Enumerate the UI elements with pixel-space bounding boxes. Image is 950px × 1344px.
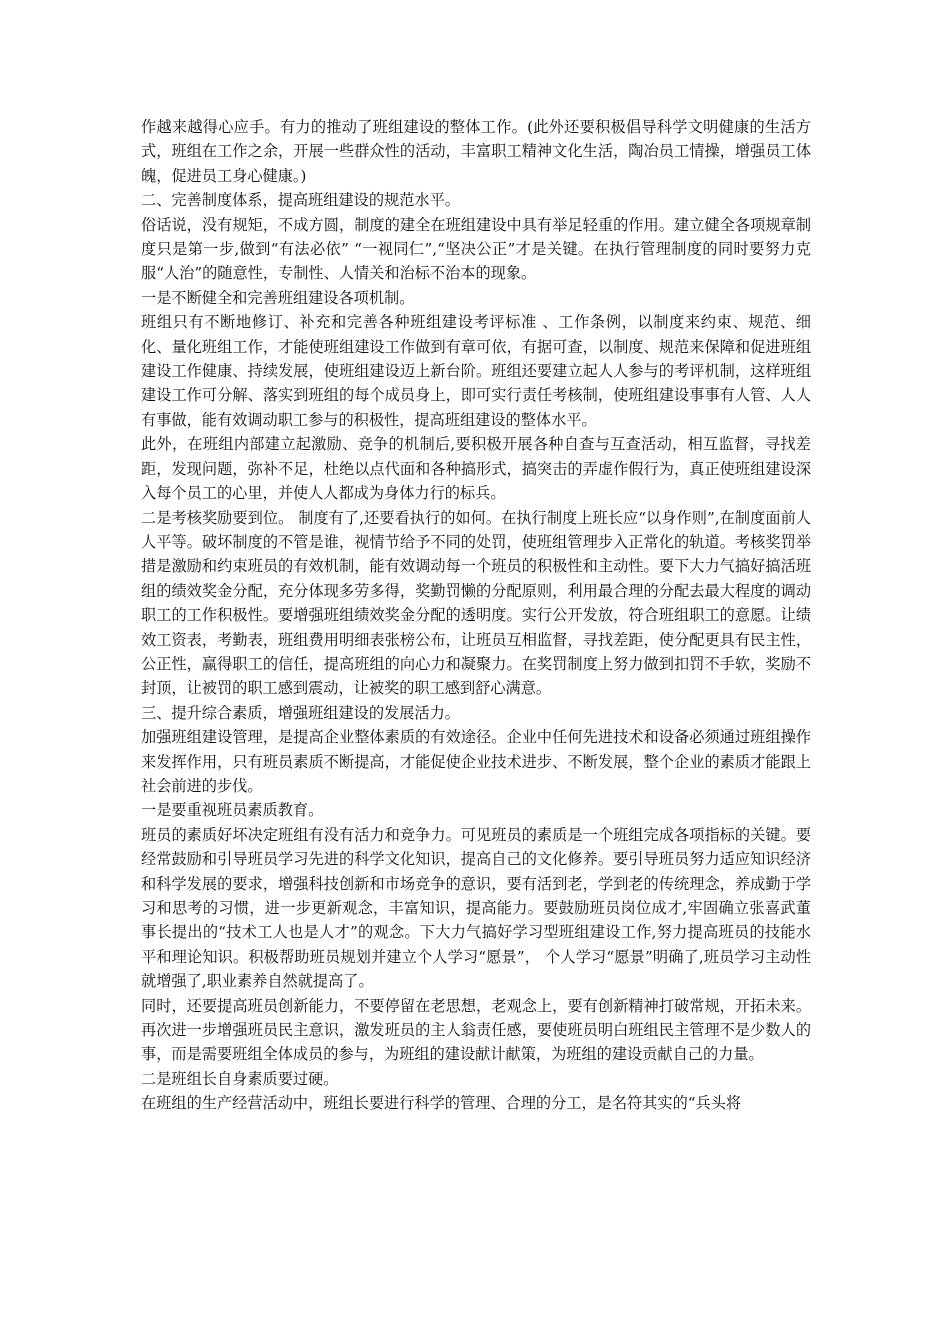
heading-section-2: 二、完善制度体系，提高班组建设的规范水平。 <box>141 191 460 210</box>
heading-point-1: 一是不断健全和完善班组建设各项机制。 <box>141 288 415 307</box>
heading-point-leader: 二是班组长自身素质要过硬。 <box>141 1069 339 1088</box>
paragraph-leader: 在班组的生产经营活动中，班组长要进行科学的管理、合理的分工，是名符其实的“兵头将 <box>141 1094 742 1113</box>
paragraph-education: 班员的素质好坏决定班组有没有活力和竞争力。可见班员的素质是一个班组完成各项指标的关键。要经常鼓励和引导班员学习先进的科学文化知识，提高自己的文化修养。要引导班员努力适应知识经济和科学发展的要求，增强科技创新和市场竞争的意识，要有活到老，学到老的传统理念，养成勤于学习和思考的习惯，进一步更新观念，丰富知识，提高能力。要鼓励班员岗位成才,牢固确立张喜武董事长提出的“技术工人也是人才”的观念。下大力气搞好学习型班组建设工作,努力提高班员的技能水平和理论知识。积极帮助班员规划并建立个人学习“愿景”， 个人学习“愿景”明确了,班员学习主动性就增强了,职业素养自然就提高了。 <box>141 825 811 991</box>
paragraph-rules: 俗话说，没有规矩，不成方圆，制度的建全在班组建设中具有举足轻重的作用。建立健全各项规章制度只是第一步,做到“有法必依” “一视同仁”,“坚决公正”才是关键。在执行管理制度的同时要努力克服“人治”的随意性，专制性、人情关和治标不治本的现象。 <box>141 215 811 283</box>
document-page <box>141 115 811 1116</box>
paragraph-assessment: 二是考核奖励要到位。 制度有了,还要看执行的如何。在执行制度上班长应“以身作则”,在制度面前人人平等。破坏制度的不管是谁，视情节给予不同的处罚，使班组管理步入正常化的轨道。考核奖罚举措是激励和约束班员的有效机制，能有效调动每一个班员的积极性和主动性。要下大力气搞好搞活班组的绩效奖金分配，充分体现多劳多得，奖勤罚懒的分配原则，利用最合理的分配去最大程度的调动职工的工作积极性。要增强班组绩效奖金分配的透明度。实行公开发放，符合班组职工的意愿。让绩效工资表，考勤表，班组费用明细表张榜公布，让班员互相监督，寻找差距，使分配更具有民主性，公正性，赢得职工的信任，提高班组的向心力和凝聚力。在奖罚制度上努力做到扣罚不手软，奖励不封顶，让被罚的职工感到震动，让被奖的职工感到舒心满意。 <box>141 508 811 698</box>
paragraph-mechanism: 班组只有不断地修订、补充和完善各种班组建设考评标准 、工作条例，以制度来约束、规范、细化、量化班组工作，才能使班组建设工作做到有章可依，有据可查，以制度、规范来保障和促进班组建设工作健康、持续发展，使班组建设迈上新台阶。班组还要建立起人人参与的考评机制，这样班组建设工作可分解、落实到班组的每个成员身上，即可实行责任考核制，使班组建设事事有人管、人人有事做，能有效调动职工参与的积极性，提高班组建设的整体水平。 <box>141 313 811 429</box>
paragraph-opening: 作越来越得心应手。有力的推动了班组建设的整体工作。(此外还要积极倡导科学文明健康的生活方式，班组在工作之余，开展一些群众性的活动，丰富职工精神文化生活，陶冶员工情操，增强员工体魄，促进员工身心健康。) <box>141 118 811 185</box>
heading-point-education: 一是要重视班员素质教育。 <box>141 801 324 820</box>
paragraph-innovation: 同时，还要提高班员创新能力，不要停留在老思想，老观念上，要有创新精神打破常规，开拓未来。再次进一步增强班员民主意识，激发班员的主人翁责任感，要使班员明白班组民主管理不是少数人的事，而是需要班组全体成员的参与，为班组的建设献计献策，为班组的建设贡献自己的力量。 <box>141 996 811 1064</box>
paragraph-quality: 加强班组建设管理，是提高企业整体素质的有效途径。企业中任何先进技术和设备必须通过班组操作来发挥作用，只有班员素质不断提高，才能促使企业技术进步、不断发展，整个企业的素质才能跟上社会前进的步伐。 <box>141 728 811 795</box>
paragraph-incentive: 此外，在班组内部建立起激励、竞争的机制后,要积极开展各种自查与互查活动，相互监督，寻找差距，发现问题，弥补不足，杜绝以点代面和各种搞形式，搞突击的弄虚作假行为，真正使班组建设深入每个员工的心里，并使人人都成为身体力行的标兵。 <box>141 435 811 503</box>
heading-section-3: 三、提升综合素质，增强班组建设的发展活力。 <box>141 703 460 722</box>
